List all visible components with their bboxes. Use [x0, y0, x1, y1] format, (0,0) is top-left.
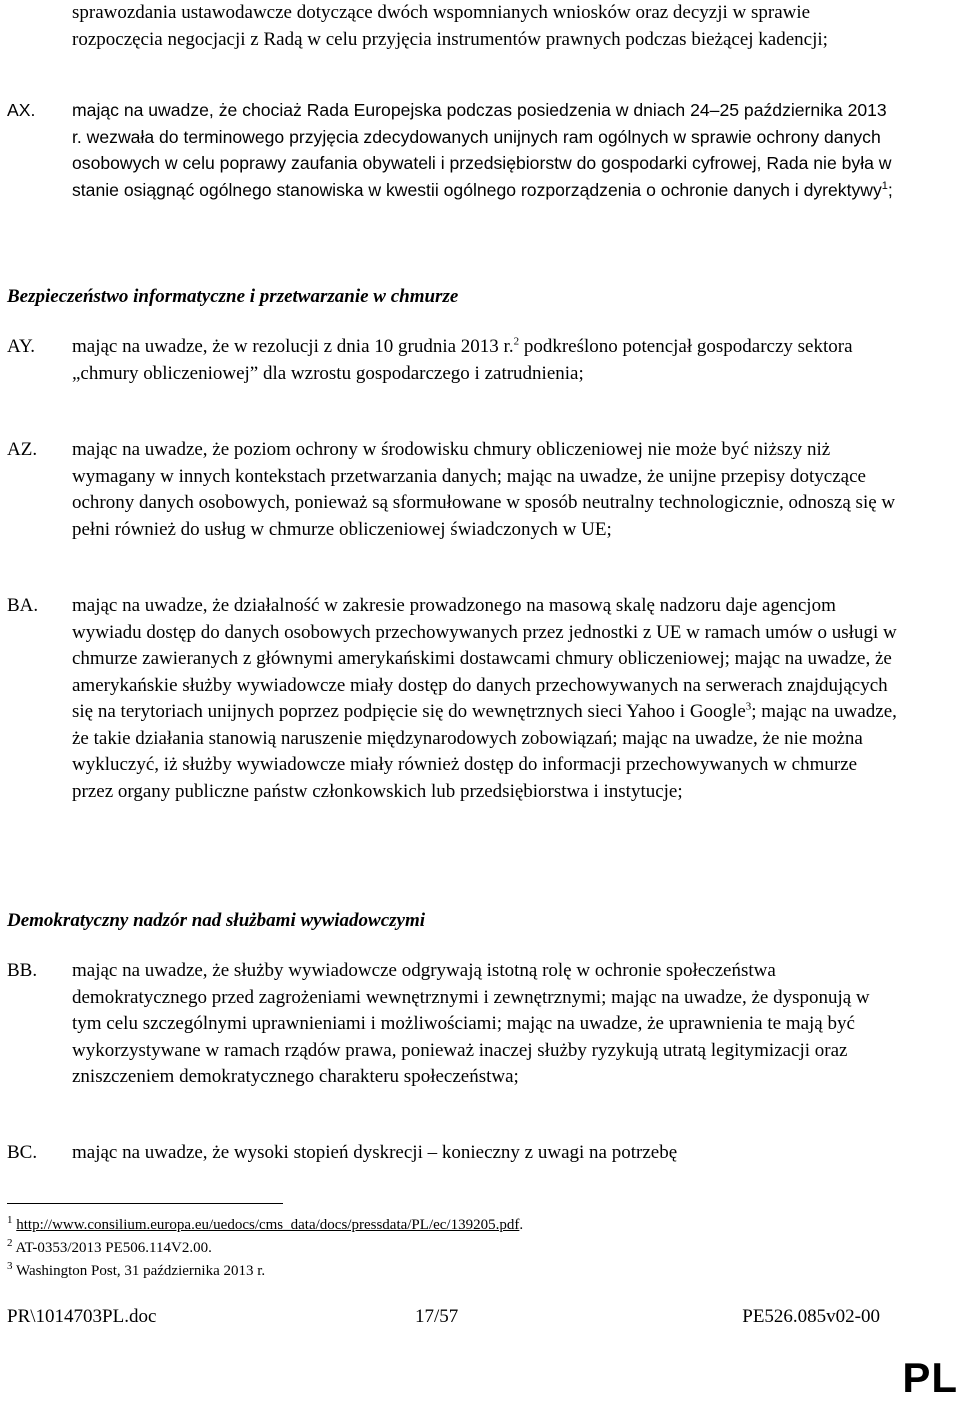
- recital-text: mając na uwadze, że w rezolucji z dnia 10 grudnia 2013 r.$^2$ podkreślono potencjał gospodarczy sektora „chmury obliczeniowej” dla wzrostu gospodarczego i zatrudnienia;: [72, 335, 853, 384]
- paragraph-continuation: [7, 0, 897, 53]
- recital-ba: [7, 593, 897, 805]
- footer-pe-ref: PE526.085v02-00: [742, 1306, 880, 1327]
- recital-label: AZ.: [7, 439, 38, 460]
- recital-text: mając na uwadze, że służby wywiadowcze odgrywają istotną rolę w ochronie społeczeństwa demokratycznego przed zagrożeniami wewnętrznymi i zewnętrznymi; mając na uwadze, że dysponują w tym celu szczególnymi uprawnieniami i możliwościami; mając na uwadze, że uprawnienia te mają być wykorzystywane w ramach rządów prawa, ponieważ inaczej służby ryzykują utratą legitymizacji oraz zniszczeniem demokratycznego charakteru społeczeństwa;: [72, 960, 870, 1087]
- recital-text: mając na uwadze, że wysoki stopień dyskrecji – konieczny z uwagi na potrzebę: [72, 1142, 678, 1163]
- recital-label: BC.: [7, 1142, 38, 1163]
- section-heading-oversight: Demokratyczny nadzór nad służbami wywiadowczymi: [7, 910, 426, 931]
- footnote-3: $^3$ Washington Post, 31 października 2013 r.: [7, 1260, 266, 1279]
- recital-text: mając na uwadze, że działalność w zakresie prowadzonego na masową skalę nadzoru daje agencjom wywiadu dostęp do danych osobowych przechowywanych przez jednostki z UE w ramach umów o usługi w chmurze zawieranych z głównymi amerykańskimi dostawcami chmury obliczeniowej; mając na uwadze, że amerykańskie służby wywiadowcze miały dostęp do danych przechowywanych na serwerach znajdujących się na terytoriach unijnych poprzez podpięcie się do wewnętrznych sieci Yahoo i Google$^3$; mając na uwadze, że takie działania stanowią naruszenie międzynarodowych zobowiązań; mając na uwadze, że nie można wykluczyć, iż służby wywiadowcze miały również dostęp do informacji przechowywanych w chmurze przez organy publiczne państw członkowskich lub przedsiębiorstwa i instytucje;: [72, 595, 897, 802]
- recital-az: [7, 437, 897, 543]
- footnote-number: 3: [7, 1260, 13, 1272]
- footer-page-number: 17/57: [415, 1306, 459, 1327]
- recital-label: AX.: [7, 100, 36, 120]
- recital-label: BB.: [7, 960, 38, 981]
- recital-ax: [7, 97, 897, 203]
- recital-text: mając na uwadze, że chociaż Rada Europejska podczas posiedzenia w dniach 24–25 października 2013 r. wezwała do terminowego przyjęcia zdecydowanych unijnych ram ogólnych w sprawie ochrony danych osobowych w celu poprawy zaufania obywateli i przedsiębiorstw do gospodarki cyfrowej, Rada nie była w stanie osiągnąć ogólnego stanowiska w kwestii ogólnego rozporządzenia o ochronie danych i dyrektywy$^1$;: [72, 100, 893, 200]
- recital-ay: [7, 334, 897, 387]
- paragraph-text: sprawozdania ustawodawcze dotyczące dwóch wspomnianych wniosków oraz decyzji w sprawie rozpoczęcia negocjacji z Radą w celu przyjęcia instrumentów prawnych podczas bieżącej kadencji;: [72, 2, 828, 50]
- footnote-link[interactable]: http://www.consilium.europa.eu/uedocs/cms_data/docs/pressdata/PL/ec/139205.pdf: [16, 1217, 520, 1233]
- recital-bb: [7, 958, 897, 1091]
- footnote-separator: [7, 1203, 283, 1204]
- recital-label: BA.: [7, 595, 39, 616]
- recital-text: mając na uwadze, że poziom ochrony w środowisku chmury obliczeniowej nie może być niższy niż wymagany w innych kontekstach przetwarzania danych; mając na uwadze, że unijne przepisy dotyczące ochrony danych osobowych, ponieważ są sformułowane w sposób neutralny technologicznie, odnoszą się w pełni również do usług w chmurze obliczeniowej świadczonych w UE;: [72, 439, 896, 540]
- footnote-ref[interactable]: 3: [745, 700, 752, 713]
- footnote-1: $^1$ http://www.consilium.europa.eu/uedocs/cms_data/docs/pressdata/PL/ec/139205.pdf.: [7, 1214, 524, 1233]
- language-code-mark: PL: [902, 1354, 958, 1401]
- recital-bc: [7, 1140, 897, 1167]
- footnote-ref[interactable]: 1: [881, 179, 888, 192]
- footer-doc-ref: PR\1014703PL.doc: [7, 1306, 157, 1327]
- recital-label: AY.: [7, 336, 35, 357]
- section-heading-cloud: Bezpieczeństwo informatyczne i przetwarzanie w chmurze: [7, 286, 459, 307]
- footnote-2: $^2$ AT-0353/2013 PE506.114V2.00.: [7, 1237, 212, 1256]
- footnote-number: 2: [7, 1237, 13, 1249]
- footnote-ref[interactable]: 2: [513, 335, 520, 348]
- footnote-number: 1: [7, 1214, 13, 1226]
